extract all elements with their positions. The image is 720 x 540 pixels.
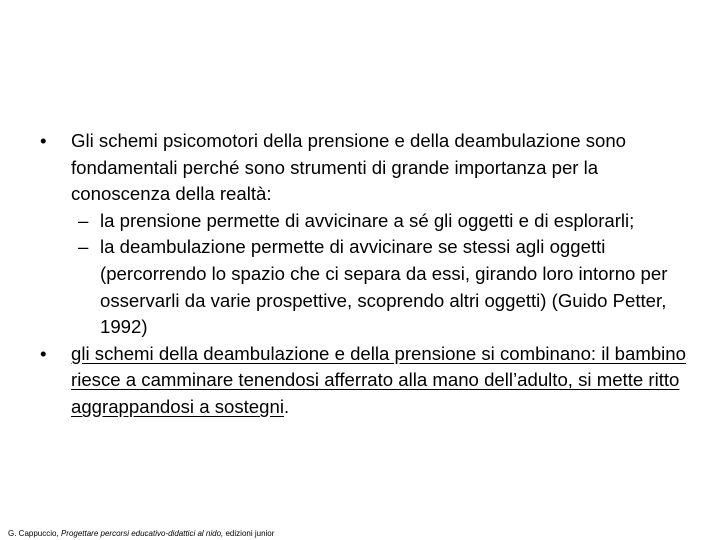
- bullet-text-trailing: .: [283, 395, 290, 417]
- bullet-text-underlined: gli schemi della deambulazione e della prensione si combinano: il bambino riesce a camminare tenendosi afferrato alla mano dell’adulto, si mette ritto aggrappandosi a sostegni: [71, 342, 686, 417]
- footer-title: Progettare percorsi educativo-didattici al nido,: [60, 529, 224, 538]
- bullet-text: Gli schemi psicomotori della prensione e della deambulazione sono fondamentali perché sono strumenti di grande importanza per la conoscenza della realtà:: [71, 130, 627, 205]
- sub-bullet-text: la prensione permette di avvicinare a sé gli oggetti e di esplorarli;: [100, 209, 635, 231]
- bullet-item: [38, 128, 688, 208]
- footer-author: G. Cappuccio,: [8, 529, 59, 538]
- bullet-icon: •: [40, 342, 47, 364]
- bullet-icon: •: [40, 130, 47, 151]
- dash-icon: –: [78, 209, 89, 231]
- sub-bullet-item: [38, 208, 688, 235]
- dash-icon: –: [78, 236, 89, 258]
- bullet-item: [38, 341, 688, 421]
- footer-publisher: edizioni junior: [225, 529, 275, 538]
- slide-content: [38, 128, 688, 421]
- sub-bullet-item: [38, 234, 688, 340]
- sub-bullet-text: la deambulazione permette di avvicinare se stessi agli oggetti (percorrendo lo spazio che ci separa da essi, girando loro intorno per osservarli da varie prospettive, scoprendo altri oggetti) (Guido Petter, 1992): [100, 236, 668, 338]
- citation-footer: [8, 529, 274, 539]
